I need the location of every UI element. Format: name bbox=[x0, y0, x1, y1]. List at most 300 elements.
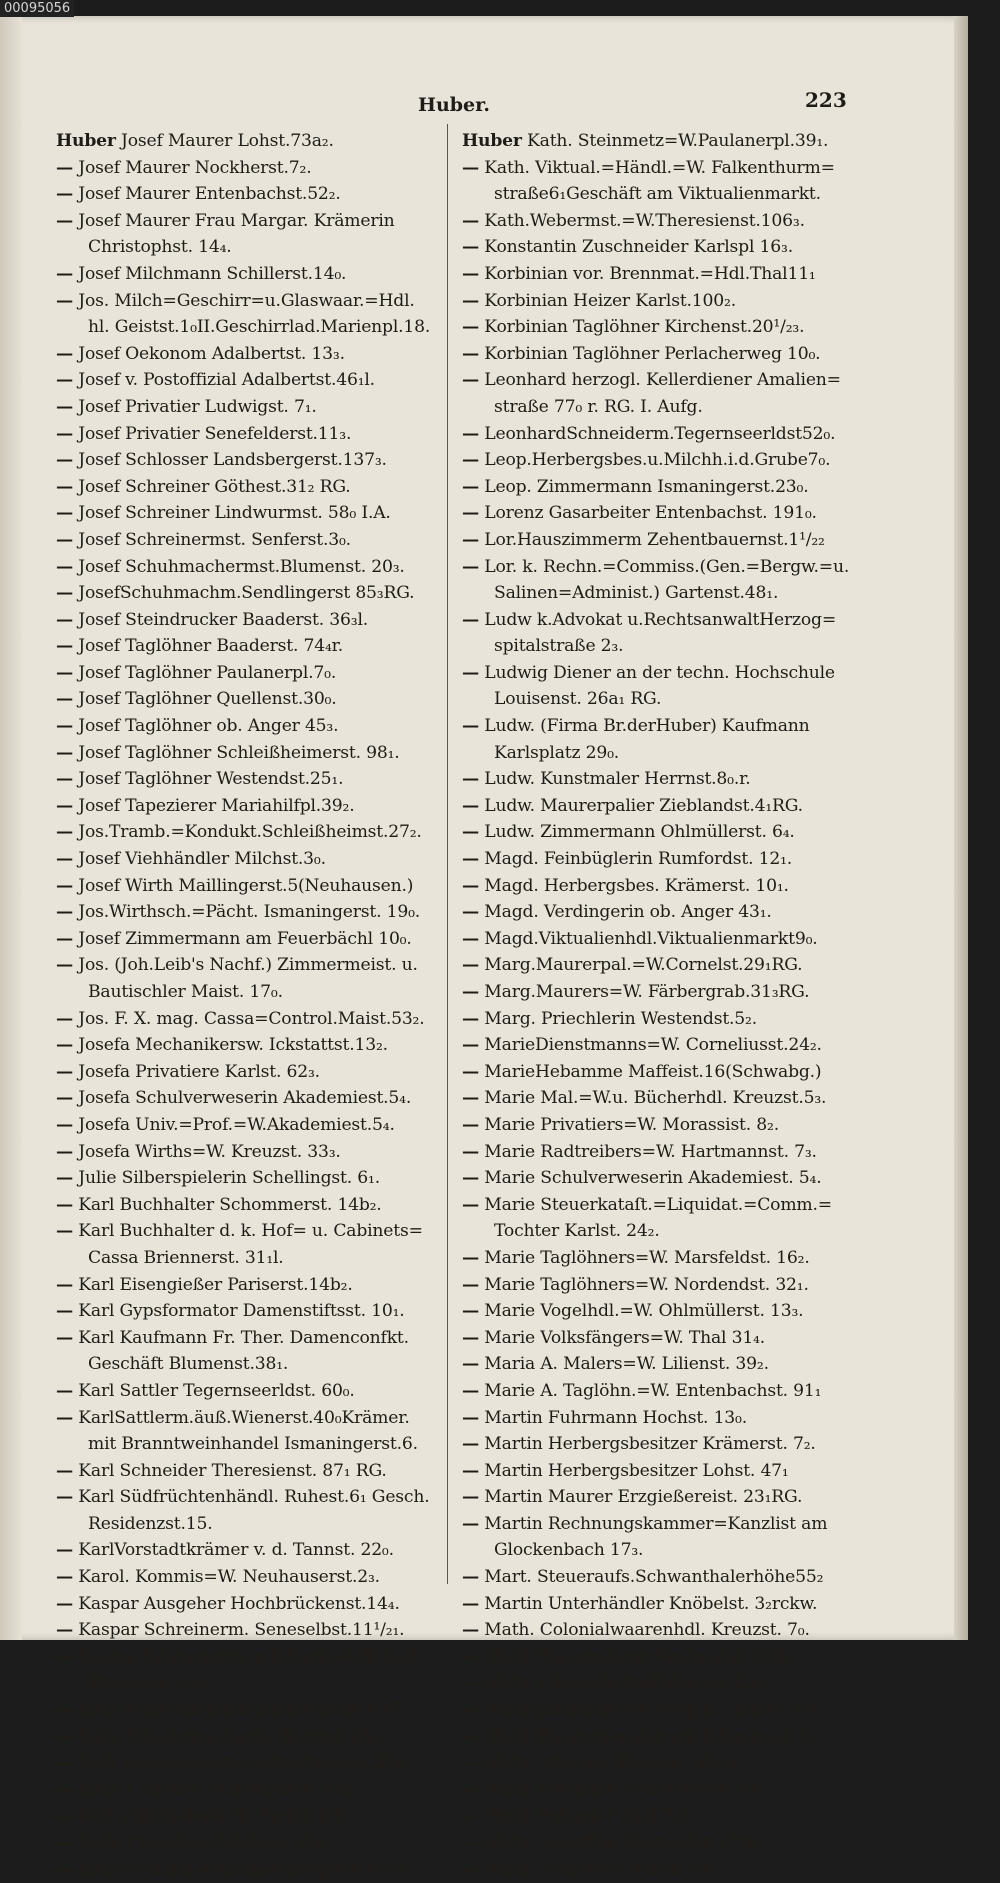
directory-entry bbox=[56, 633, 446, 660]
entry-text: Math. Privatier Thal 72₁. bbox=[479, 1806, 696, 1827]
entry-text: Josef Maurer Nockherst.7₂. bbox=[73, 157, 312, 178]
entry-text: Martin Herbergsbesitzer Lohst. 47₁ bbox=[479, 1460, 789, 1481]
entry-text: straße6₁Geschäft am Viktualienmarkt. bbox=[494, 184, 821, 205]
ditto-dash: — bbox=[462, 1274, 479, 1295]
directory-entry bbox=[462, 1724, 882, 1751]
ditto-dash: — bbox=[56, 556, 73, 577]
directory-entry bbox=[462, 1351, 882, 1378]
entry-text: hl. Geistst.1₀II.Geschirrlad.Marienpl.18. bbox=[88, 317, 431, 338]
ditto-dash: — bbox=[462, 795, 479, 816]
directory-entry bbox=[462, 1298, 882, 1325]
ditto-dash: — bbox=[56, 928, 73, 949]
ditto-dash: — bbox=[56, 1141, 73, 1162]
directory-entry bbox=[462, 713, 882, 740]
directory-entry bbox=[56, 1165, 446, 1192]
entry-text: Jos. Milch=Geschirr=u.Glaswaar.=Hdl. bbox=[73, 290, 415, 311]
entry-text: Kath.KrankenwärterinKaufingerst.25₄. bbox=[73, 1753, 409, 1774]
entry-text: Math Lohnkutscher Berg a. Laimst.2¹/₅₁. bbox=[479, 1700, 830, 1721]
entry-text: Karl Eisengießer Pariserst.14b₂. bbox=[73, 1274, 353, 1295]
directory-entry bbox=[56, 367, 446, 394]
directory-entry bbox=[56, 713, 446, 740]
entry-text: Magd.Viktualienhdl.Viktualienmarkt9₀. bbox=[479, 928, 818, 949]
directory-entry bbox=[462, 1458, 882, 1485]
directory-entry bbox=[462, 527, 882, 554]
ditto-dash: — bbox=[56, 662, 73, 683]
entry-text: Josef Schreinermst. Senferst.3₀. bbox=[73, 529, 351, 550]
directory-entry bbox=[56, 1750, 446, 1777]
directory-entry bbox=[56, 1537, 446, 1564]
ditto-dash: — bbox=[462, 1114, 479, 1135]
ditto-dash: — bbox=[462, 263, 479, 284]
ditto-dash: — bbox=[462, 982, 479, 1002]
ditto-dash: — bbox=[462, 1567, 479, 1588]
ditto-dash: — bbox=[56, 1407, 73, 1428]
ditto-dash: — bbox=[462, 1354, 479, 1375]
entry-text: Josef Schuhmachermst.Blumenst. 20₃. bbox=[73, 556, 405, 577]
ditto-dash: — bbox=[56, 1487, 73, 1508]
directory-entry bbox=[56, 1697, 446, 1724]
ditto-dash: — bbox=[462, 343, 479, 364]
entry-text: Korbinian Taglöhner Perlacherweg 10₀. bbox=[479, 343, 821, 364]
directory-entry bbox=[56, 819, 446, 846]
ditto-dash: — bbox=[56, 636, 73, 657]
ditto-dash: — bbox=[56, 1114, 73, 1135]
entry-text: Martin Rechnungskammer=Kanzlist am bbox=[479, 1513, 828, 1534]
ditto-dash: — bbox=[462, 716, 479, 737]
entry-text: Marie Mal.=W.u. Bücherhdl. Kreuzst.5₃. bbox=[479, 1088, 827, 1109]
ditto-dash: — bbox=[56, 1833, 73, 1853]
directory-entry bbox=[462, 1325, 882, 1352]
entry-text: Kath. Kleidermacherin Herrnst.23₃r. bbox=[73, 1726, 389, 1747]
ditto-dash: — bbox=[56, 583, 73, 604]
entry-text: Marie Schulverweserin Akademiest. 5₄. bbox=[479, 1168, 822, 1189]
ditto-dash: — bbox=[56, 476, 73, 497]
directory-entry bbox=[462, 394, 882, 421]
entry-text: Josefa Privatiere Karlst. 62₃. bbox=[73, 1061, 320, 1082]
directory-entry bbox=[56, 527, 446, 554]
ditto-dash: — bbox=[462, 1380, 479, 1401]
directory-entry bbox=[462, 500, 882, 527]
directory-entry bbox=[56, 766, 446, 793]
directory-entry bbox=[462, 1803, 882, 1830]
ditto-dash: — bbox=[56, 1194, 73, 1215]
ditto-dash: — bbox=[56, 1700, 73, 1721]
directory-entry bbox=[56, 1511, 446, 1538]
entry-text: Josef Oekonom Adalbertst. 13₃. bbox=[73, 343, 345, 364]
entry-text: Salinen=Administ.) Gartenst.48₁. bbox=[494, 583, 779, 604]
directory-entry bbox=[462, 421, 882, 448]
ditto-dash: — bbox=[462, 1008, 479, 1029]
ditto-dash: — bbox=[56, 157, 73, 178]
entry-text: Cassa Briennerst. 31₁l. bbox=[88, 1247, 284, 1268]
directory-entry bbox=[56, 979, 446, 1006]
ditto-dash: — bbox=[462, 955, 479, 976]
entry-text: KarlSattlerm.äuß.Wienerst.40₀Krämer. bbox=[73, 1407, 410, 1428]
ditto-dash: — bbox=[56, 343, 73, 364]
directory-entry bbox=[56, 500, 446, 527]
directory-entry bbox=[462, 234, 882, 261]
directory-entry bbox=[56, 1272, 446, 1299]
directory-entry bbox=[462, 873, 882, 900]
entry-text: Marie Vogelhdl.=W. Ohlmüllerst. 13₃. bbox=[479, 1301, 804, 1322]
directory-entry bbox=[462, 1511, 882, 1538]
entry-text: Residenzst.15. bbox=[88, 1513, 213, 1534]
directory-entry bbox=[462, 447, 882, 474]
directory-entry bbox=[56, 1591, 446, 1618]
ditto-dash: — bbox=[56, 450, 73, 471]
directory-entry bbox=[56, 1351, 446, 1378]
directory-entry bbox=[56, 1458, 446, 1485]
ditto-dash: — bbox=[462, 317, 479, 338]
directory-entry bbox=[56, 1139, 446, 1166]
entry-text: Ludw. (Firma Br.derHuber) Kaufmann bbox=[479, 716, 810, 737]
entry-text: Tochter Karlst. 24₂. bbox=[494, 1221, 660, 1242]
entry-text: Korbinian Taglöhner Kirchenst.20¹/₂₃. bbox=[479, 317, 805, 338]
ditto-dash: — bbox=[56, 822, 73, 843]
directory-entry bbox=[462, 128, 882, 155]
directory-entry bbox=[56, 1484, 446, 1511]
entry-text: Marg. Priechlerin Westendst.5₂. bbox=[479, 1008, 757, 1029]
entry-text: Josef Taglöhner Baaderst. 74₄r. bbox=[73, 636, 344, 657]
directory-entry bbox=[56, 128, 446, 155]
ditto-dash: — bbox=[462, 1859, 479, 1880]
ditto-dash: — bbox=[56, 290, 73, 311]
entry-text: Leonhard herzogl. Kellerdiener Amalien= bbox=[479, 370, 841, 391]
ditto-dash: — bbox=[462, 1726, 479, 1747]
entry-text: Leop.Herbergsbes.u.Milchh.i.d.Grube7₀. bbox=[479, 450, 831, 471]
entry-text: Josef Tapezierer Mariahilfpl.39₂. bbox=[73, 795, 355, 816]
directory-entry bbox=[56, 686, 446, 713]
entry-text: Marie Taglöhners=W. Nordendst. 32₁. bbox=[479, 1274, 809, 1295]
entry-text: Kath. Viktual.=Händl.=W. Falkenthurm= bbox=[479, 157, 835, 178]
entry-text: Josef Schreiner Göthest.31₂ RG. bbox=[73, 476, 351, 497]
entry-text: Christophst. 14₄. bbox=[88, 237, 232, 258]
directory-entry bbox=[56, 1857, 446, 1883]
ditto-dash: — bbox=[56, 1806, 73, 1827]
ditto-dash: — bbox=[56, 210, 73, 231]
directory-entry bbox=[462, 766, 882, 793]
entry-text: Lor. k. Rechn.=Commiss.(Gen.=Bergw.=u. bbox=[479, 556, 850, 577]
entry-text: Math.Maurermeister unt.Johannisst.3₀. bbox=[479, 1726, 820, 1747]
directory-entry bbox=[462, 633, 882, 660]
entry-text: Korbinian Heizer Karlst.100₂. bbox=[479, 290, 736, 311]
ditto-dash: — bbox=[462, 237, 479, 258]
entry-text: Kaspar Ausgeher Hochbrückenst.14₄. bbox=[73, 1593, 400, 1614]
entry-text: Josef Taglöhner ob. Anger 45₃. bbox=[73, 716, 339, 737]
entry-text: Josef Schreiner Lindwurmst. 58₀ I.A. bbox=[73, 503, 391, 524]
entry-text: Math. LändarbeiterFalkenst. 25₃. bbox=[479, 1673, 768, 1694]
entry-text: Kath.Schuhm.=W.Gabelsbergerst.6₁RG bbox=[73, 1859, 413, 1880]
entry-text: Kath. Steinmetz=W.Paulanerpl.39₁. bbox=[521, 131, 829, 151]
entry-text: Karl Gypsformator Damenstiftsst. 10₁. bbox=[73, 1301, 405, 1322]
directory-entry bbox=[462, 1857, 882, 1883]
directory-entry bbox=[462, 686, 882, 713]
directory-entry bbox=[462, 554, 882, 581]
ditto-dash: — bbox=[56, 1540, 73, 1561]
directory-entry bbox=[56, 1245, 446, 1272]
directory-entry bbox=[56, 1298, 446, 1325]
ditto-dash: — bbox=[462, 1088, 479, 1109]
ditto-dash: — bbox=[56, 1088, 73, 1109]
directory-entry bbox=[462, 952, 882, 979]
entry-text: Marg.Maurerpal.=W.Cornelst.29₁RG. bbox=[479, 955, 803, 976]
ditto-dash: — bbox=[56, 1327, 73, 1348]
directory-entry bbox=[56, 1218, 446, 1245]
entry-text: Marie Privatiers=W. Morassist. 8₂. bbox=[479, 1114, 779, 1135]
entry-text: Josefa Schulverweserin Akademiest.5₄. bbox=[73, 1088, 412, 1109]
ditto-dash: — bbox=[462, 1194, 479, 1215]
directory-entry bbox=[462, 261, 882, 288]
ditto-dash: — bbox=[462, 1593, 479, 1614]
entry-text: Josef Taglöhner Schleißheimerst. 98₁. bbox=[73, 742, 400, 763]
ditto-dash: — bbox=[56, 1035, 73, 1056]
directory-entry bbox=[56, 846, 446, 873]
directory-entry bbox=[56, 952, 446, 979]
ditto-dash: — bbox=[56, 1567, 73, 1588]
entry-text: Marie Volksfängers=W. Thal 31₄. bbox=[479, 1327, 766, 1348]
ditto-dash: — bbox=[462, 1407, 479, 1428]
ditto-dash: — bbox=[462, 1779, 479, 1800]
directory-entry bbox=[462, 314, 882, 341]
ditto-dash: — bbox=[56, 1221, 73, 1242]
directory-entry bbox=[56, 261, 446, 288]
ditto-dash: — bbox=[56, 955, 73, 976]
entry-text: spitalstraße 2₃. bbox=[494, 636, 624, 657]
ditto-dash: — bbox=[462, 476, 479, 497]
directory-entry bbox=[56, 926, 446, 953]
directory-entry bbox=[462, 1697, 882, 1724]
ditto-dash: — bbox=[462, 556, 479, 577]
directory-entry bbox=[462, 1112, 882, 1139]
entry-text: Karl Buchhalter d. k. Hof= u. Cabinets= bbox=[73, 1221, 423, 1242]
entry-text: Bautischler Maist. 17₀. bbox=[88, 982, 283, 1002]
entry-text: Josef Maurer Lohst.73a₂. bbox=[115, 131, 334, 151]
entry-text: straße 77₀ r. RG. I. Aufg. bbox=[494, 396, 703, 417]
ditto-dash: — bbox=[462, 1141, 479, 1162]
entry-text: Karl Kaufmann Fr. Ther. Damenconfkt. bbox=[73, 1327, 409, 1348]
ditto-dash: — bbox=[462, 210, 479, 231]
ditto-dash: — bbox=[462, 1434, 479, 1455]
ditto-dash: — bbox=[56, 1274, 73, 1295]
entry-text: Louisenst. 26a₁ RG. bbox=[494, 689, 662, 710]
directory-entry bbox=[56, 899, 446, 926]
entry-text: Magd. Herbergsbes. Krämerst. 10₁. bbox=[479, 875, 789, 896]
ditto-dash: — bbox=[56, 396, 73, 417]
entry-text: Jos.Tramb.=Kondukt.Schleißheimst.27₂. bbox=[73, 822, 422, 843]
directory-entry bbox=[56, 447, 446, 474]
entry-text: Josef v. Postoffizial Adalbertst.46₁l. bbox=[73, 370, 375, 391]
ditto-dash: — bbox=[462, 290, 479, 311]
entry-text: LeonhardSchneiderm.Tegernseerldst52₀. bbox=[479, 423, 836, 444]
ditto-dash: — bbox=[462, 769, 479, 790]
entry-text: Marie Radtreibers=W. Hartmannst. 7₃. bbox=[479, 1141, 817, 1162]
ditto-dash: — bbox=[56, 875, 73, 896]
entry-text: Josef Milchmann Schillerst.14₀. bbox=[73, 263, 347, 284]
ditto-dash: — bbox=[56, 1753, 73, 1774]
entry-text: Josef Viehhändler Milchst.3₀. bbox=[73, 849, 326, 870]
directory-entry bbox=[462, 1378, 882, 1405]
entry-text: JosefSchuhmachm.Sendlingerst 85₃RG. bbox=[73, 583, 415, 604]
directory-entry bbox=[462, 979, 882, 1006]
entry-text: Josef Steindrucker Baaderst. 36₃l. bbox=[73, 609, 369, 630]
entry-text: Geschäft Blumenst.38₁. bbox=[88, 1354, 289, 1375]
ditto-dash: — bbox=[56, 370, 73, 391]
ditto-dash: — bbox=[56, 1168, 73, 1189]
entry-text: Josefa Wirths=W. Kreuzst. 33₃. bbox=[73, 1141, 341, 1162]
entry-text: Mart. Steueraufs.Schwanthalerhöhe55₂ bbox=[479, 1567, 824, 1588]
ditto-dash: — bbox=[462, 1327, 479, 1348]
directory-entry bbox=[462, 1777, 882, 1804]
directory-entry bbox=[462, 1431, 882, 1458]
entry-text: Marg.Maurers=W. Färbergrab.31₃RG. bbox=[479, 982, 810, 1002]
ditto-dash: — bbox=[462, 1035, 479, 1056]
ditto-dash: — bbox=[462, 1700, 479, 1721]
directory-entry bbox=[462, 1591, 882, 1618]
entry-text: Magd. Verdingerin ob. Anger 43₁. bbox=[479, 902, 772, 923]
entry-text: Josef Zimmermann am Feuerbächl 10₀. bbox=[73, 928, 412, 949]
directory-entry bbox=[56, 793, 446, 820]
directory-entry bbox=[462, 155, 882, 182]
directory-entry bbox=[56, 181, 446, 208]
ditto-dash: — bbox=[462, 822, 479, 843]
directory-entry bbox=[56, 314, 446, 341]
ditto-dash: — bbox=[56, 849, 73, 870]
directory-entry bbox=[56, 873, 446, 900]
entry-text: Marie A. Taglöhn.=W. Entenbachst. 91₁ bbox=[479, 1380, 822, 1401]
ditto-dash: — bbox=[56, 689, 73, 710]
directory-entry bbox=[462, 181, 882, 208]
ditto-dash: — bbox=[56, 423, 73, 444]
ditto-dash: — bbox=[56, 1061, 73, 1082]
directory-entry bbox=[462, 926, 882, 953]
directory-entry bbox=[56, 660, 446, 687]
surname: Huber bbox=[56, 131, 116, 151]
directory-entry bbox=[56, 394, 446, 421]
ditto-dash: — bbox=[56, 769, 73, 790]
ditto-dash: — bbox=[56, 1593, 73, 1614]
directory-entry bbox=[462, 1644, 882, 1671]
directory-entry bbox=[56, 1724, 446, 1751]
entry-text: Martin Unterhändler Knöbelst. 3₂rckw. bbox=[479, 1593, 818, 1614]
directory-entry bbox=[462, 1405, 882, 1432]
entry-text: Glockenbach 17₃. bbox=[494, 1540, 644, 1561]
ditto-dash: — bbox=[56, 263, 73, 284]
entry-text: Josef Taglöhner Paulanerpl.7₀. bbox=[73, 662, 337, 683]
ditto-dash: — bbox=[462, 450, 479, 471]
directory-entry bbox=[462, 740, 882, 767]
directory-entry bbox=[462, 899, 882, 926]
ditto-dash: — bbox=[462, 157, 479, 178]
entry-text: Kath. Privatiere Müllerst.35₀. bbox=[73, 1833, 330, 1853]
entry-text: mit Branntweinhandel Ismaningerst.6. bbox=[88, 1434, 418, 1455]
ditto-dash: — bbox=[56, 1380, 73, 1401]
ditto-dash: — bbox=[462, 1753, 479, 1774]
directory-entry bbox=[462, 660, 882, 687]
ditto-dash: — bbox=[462, 849, 479, 870]
directory-entry bbox=[462, 846, 882, 873]
entry-text: Kath.Webermst.=W.Theresienst.106₃. bbox=[479, 210, 805, 231]
directory-entry bbox=[56, 1644, 446, 1671]
surname: Huber bbox=[462, 131, 522, 151]
entry-text: MarieHebamme Maffeist.16(Schwabg.) bbox=[479, 1061, 822, 1082]
entry-text: Math. Privatier Schommerst. 19₂. bbox=[479, 1779, 771, 1800]
entry-text: Jos. F. X. mag. Cassa=Control.Maist.53₂. bbox=[73, 1008, 425, 1029]
entry-text: Magd. Feinbüglerin Rumfordst. 12₁. bbox=[479, 849, 793, 870]
directory-entry bbox=[56, 421, 446, 448]
directory-entry bbox=[462, 607, 882, 634]
ditto-dash: — bbox=[462, 902, 479, 923]
directory-entry bbox=[462, 1032, 882, 1059]
ditto-dash: — bbox=[56, 1726, 73, 1747]
ditto-dash: — bbox=[462, 1646, 479, 1667]
ditto-dash: — bbox=[56, 795, 73, 816]
directory-entry bbox=[462, 1192, 882, 1219]
directory-entry bbox=[462, 474, 882, 501]
directory-entry bbox=[56, 1032, 446, 1059]
directory-entry bbox=[56, 1564, 446, 1591]
entry-text: Korbinian vor. Brennmat.=Hdl.Thal11₁ bbox=[479, 263, 816, 284]
entry-text: Josef Privatier Senefelderst.11₃. bbox=[73, 423, 352, 444]
left-column bbox=[56, 128, 446, 1883]
entry-text: Josef Schlosser Landsbergerst.137₃. bbox=[73, 450, 387, 471]
scan-id: 00095056 bbox=[0, 0, 74, 17]
directory-entry bbox=[462, 1272, 882, 1299]
entry-text: Kaspar Schreinerm. u.Schankwirth äuß. bbox=[73, 1646, 422, 1667]
entry-text: Math. Hausmeister Westendst. 113₀. bbox=[479, 1646, 798, 1667]
entry-text: Karol. Kommis=W. Neuhauserst.2₃. bbox=[73, 1567, 380, 1588]
directory-entry bbox=[56, 155, 446, 182]
entry-text: Josef Taglöhner Quellenst.30₀. bbox=[73, 689, 337, 710]
directory-entry bbox=[462, 1085, 882, 1112]
ditto-dash: — bbox=[56, 742, 73, 763]
entry-text: Josef Wirth Maillingerst.5(Neuhausen.) bbox=[73, 875, 414, 896]
ditto-dash: — bbox=[462, 875, 479, 896]
ditto-dash: — bbox=[56, 1859, 73, 1880]
directory-entry bbox=[462, 1537, 882, 1564]
entry-text: Ludw. Zimmermann Ohlmüllerst. 6₄. bbox=[479, 822, 795, 843]
ditto-dash: — bbox=[462, 1301, 479, 1322]
ditto-dash: — bbox=[56, 1646, 73, 1667]
directory-entry bbox=[462, 1617, 882, 1644]
ditto-dash: — bbox=[462, 609, 479, 630]
directory-entry bbox=[56, 1777, 446, 1804]
entry-text: Karl Schneider Theresienst. 87₁ RG. bbox=[73, 1460, 387, 1481]
entry-text: Math. Schäffler Westendst. 270₁. bbox=[479, 1833, 766, 1853]
entry-text: Martin Fuhrmann Hochst. 13₀. bbox=[479, 1407, 747, 1428]
ditto-dash: — bbox=[56, 1779, 73, 1800]
directory-entry bbox=[56, 1325, 446, 1352]
directory-entry bbox=[56, 234, 446, 261]
directory-entry bbox=[462, 341, 882, 368]
ditto-dash: — bbox=[462, 1513, 479, 1534]
ditto-dash: — bbox=[56, 503, 73, 524]
entry-text: Karl Südfrüchtenhändl. Ruhest.6₁ Gesch. bbox=[73, 1487, 430, 1508]
entry-text: Math. Colonialwaarenhdl. Kreuzst. 7₀. bbox=[479, 1620, 810, 1641]
entry-text: Josef Privatier Ludwigst. 7₁. bbox=[73, 396, 317, 417]
directory-entry bbox=[56, 1803, 446, 1830]
ditto-dash: — bbox=[462, 423, 479, 444]
directory-entry bbox=[462, 1484, 882, 1511]
entry-text: Math. Schlosser Holzst.10₁. bbox=[479, 1859, 721, 1880]
ditto-dash: — bbox=[462, 1620, 479, 1641]
directory-entry bbox=[56, 1112, 446, 1139]
directory-page bbox=[0, 16, 968, 1880]
ditto-dash: — bbox=[462, 1247, 479, 1268]
ditto-dash: — bbox=[462, 1487, 479, 1508]
entry-text: Jos. (Joh.Leib's Nachf.) Zimmermeist. u. bbox=[73, 955, 418, 976]
directory-entry bbox=[56, 1431, 446, 1458]
ditto-dash: — bbox=[56, 1460, 73, 1481]
